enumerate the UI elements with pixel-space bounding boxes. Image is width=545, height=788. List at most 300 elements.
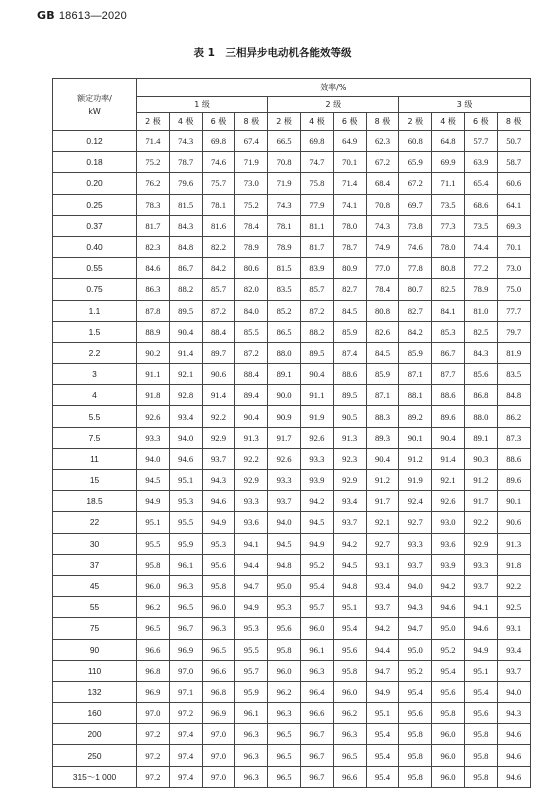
efficiency-cell: 89.2 bbox=[399, 406, 432, 427]
efficiency-cell: 67.2 bbox=[399, 173, 432, 194]
rated-power-cell: 4 bbox=[53, 385, 137, 406]
efficiency-cell: 95.1 bbox=[366, 703, 399, 724]
grade-header: 3 级 bbox=[399, 97, 530, 113]
efficiency-cell: 90.5 bbox=[333, 406, 366, 427]
efficiency-cell: 93.4 bbox=[333, 491, 366, 512]
efficiency-cell: 73.5 bbox=[432, 194, 465, 215]
efficiency-cell: 94.9 bbox=[464, 639, 497, 660]
efficiency-cell: 97.0 bbox=[169, 660, 202, 681]
efficiency-cell: 69.8 bbox=[202, 131, 235, 152]
efficiency-cell: 88.2 bbox=[169, 279, 202, 300]
efficiency-cell: 95.4 bbox=[399, 681, 432, 702]
pole-header: 4 极 bbox=[432, 113, 465, 131]
efficiency-cell: 94.6 bbox=[169, 448, 202, 469]
efficiency-cell: 70.1 bbox=[333, 152, 366, 173]
table-row bbox=[53, 512, 531, 533]
efficiency-cell: 96.6 bbox=[202, 660, 235, 681]
efficiency-cell: 73.0 bbox=[235, 173, 268, 194]
efficiency-cell: 89.1 bbox=[268, 364, 301, 385]
efficiency-cell: 90.4 bbox=[366, 448, 399, 469]
efficiency-cell: 80.8 bbox=[432, 258, 465, 279]
efficiency-cell: 96.1 bbox=[300, 639, 333, 660]
efficiency-cell: 50.7 bbox=[497, 131, 530, 152]
pole-header: 8 极 bbox=[366, 113, 399, 131]
efficiency-cell: 94.2 bbox=[333, 533, 366, 554]
rated-power-cell: 160 bbox=[53, 703, 137, 724]
efficiency-cell: 96.0 bbox=[432, 724, 465, 745]
efficiency-table bbox=[52, 78, 531, 788]
efficiency-cell: 82.5 bbox=[432, 279, 465, 300]
efficiency-cell: 92.1 bbox=[169, 364, 202, 385]
efficiency-cell: 95.3 bbox=[235, 618, 268, 639]
efficiency-cell: 92.5 bbox=[497, 597, 530, 618]
efficiency-cell: 70.8 bbox=[366, 194, 399, 215]
efficiency-cell: 81.5 bbox=[169, 194, 202, 215]
efficiency-cell: 93.4 bbox=[366, 575, 399, 596]
efficiency-cell: 75.8 bbox=[300, 173, 333, 194]
rated-power-label-line2: kW bbox=[88, 106, 101, 116]
efficiency-cell: 95.4 bbox=[300, 575, 333, 596]
efficiency-cell: 78.3 bbox=[137, 194, 170, 215]
table-row bbox=[53, 258, 531, 279]
efficiency-cell: 91.1 bbox=[300, 385, 333, 406]
efficiency-cell: 91.3 bbox=[497, 533, 530, 554]
efficiency-cell: 94.0 bbox=[169, 427, 202, 448]
efficiency-cell: 88.4 bbox=[202, 321, 235, 342]
efficiency-cell: 94.3 bbox=[399, 597, 432, 618]
rated-power-cell: 0.12 bbox=[53, 131, 137, 152]
efficiency-cell: 93.7 bbox=[333, 512, 366, 533]
efficiency-cell: 94.5 bbox=[333, 554, 366, 575]
efficiency-cell: 95.8 bbox=[464, 724, 497, 745]
efficiency-cell: 94.7 bbox=[366, 660, 399, 681]
rated-power-cell: 75 bbox=[53, 618, 137, 639]
efficiency-cell: 84.8 bbox=[169, 236, 202, 257]
efficiency-cell: 95.4 bbox=[366, 745, 399, 766]
rated-power-cell: 2.2 bbox=[53, 342, 137, 363]
efficiency-cell: 95.4 bbox=[464, 681, 497, 702]
efficiency-cell: 92.8 bbox=[169, 385, 202, 406]
efficiency-cell: 94.4 bbox=[366, 639, 399, 660]
efficiency-cell: 82.6 bbox=[366, 321, 399, 342]
rated-power-cell: 30 bbox=[53, 533, 137, 554]
efficiency-cell: 74.6 bbox=[202, 152, 235, 173]
efficiency-cell: 83.5 bbox=[268, 279, 301, 300]
efficiency-cell: 73.0 bbox=[497, 258, 530, 279]
efficiency-cell: 97.2 bbox=[137, 724, 170, 745]
efficiency-cell: 85.7 bbox=[202, 279, 235, 300]
efficiency-cell: 93.4 bbox=[497, 639, 530, 660]
rated-power-cell: 37 bbox=[53, 554, 137, 575]
efficiency-cell: 90.0 bbox=[268, 385, 301, 406]
efficiency-cell: 85.9 bbox=[399, 342, 432, 363]
efficiency-cell: 69.3 bbox=[497, 215, 530, 236]
efficiency-cell: 78.4 bbox=[235, 215, 268, 236]
efficiency-cell: 90.4 bbox=[235, 406, 268, 427]
rated-power-cell: 45 bbox=[53, 575, 137, 596]
efficiency-cell: 96.6 bbox=[300, 703, 333, 724]
efficiency-cell: 67.4 bbox=[235, 131, 268, 152]
efficiency-cell: 78.9 bbox=[268, 236, 301, 257]
efficiency-cell: 87.8 bbox=[137, 300, 170, 321]
efficiency-cell: 78.4 bbox=[366, 279, 399, 300]
efficiency-cell: 92.1 bbox=[366, 512, 399, 533]
efficiency-cell: 58.7 bbox=[497, 152, 530, 173]
efficiency-cell: 96.5 bbox=[268, 745, 301, 766]
efficiency-cell: 90.6 bbox=[497, 512, 530, 533]
efficiency-cell: 93.1 bbox=[366, 554, 399, 575]
efficiency-cell: 95.5 bbox=[169, 512, 202, 533]
rated-power-header bbox=[53, 79, 137, 131]
efficiency-cell: 95.8 bbox=[137, 554, 170, 575]
efficiency-cell: 84.5 bbox=[333, 300, 366, 321]
rated-power-cell: 315～1 000 bbox=[53, 766, 137, 787]
efficiency-cell: 85.3 bbox=[432, 321, 465, 342]
efficiency-cell: 95.8 bbox=[202, 575, 235, 596]
efficiency-cell: 89.6 bbox=[432, 406, 465, 427]
efficiency-cell: 92.9 bbox=[333, 470, 366, 491]
table-row bbox=[53, 321, 531, 342]
efficiency-cell: 89.3 bbox=[366, 427, 399, 448]
efficiency-cell: 93.3 bbox=[268, 470, 301, 491]
efficiency-cell: 84.5 bbox=[366, 342, 399, 363]
efficiency-cell: 92.2 bbox=[202, 406, 235, 427]
efficiency-cell: 81.6 bbox=[202, 215, 235, 236]
efficiency-cell: 94.9 bbox=[202, 512, 235, 533]
efficiency-cell: 94.5 bbox=[268, 533, 301, 554]
efficiency-cell: 96.9 bbox=[169, 639, 202, 660]
efficiency-cell: 95.8 bbox=[399, 724, 432, 745]
efficiency-cell: 96.3 bbox=[202, 618, 235, 639]
efficiency-cell: 96.9 bbox=[202, 703, 235, 724]
page-header bbox=[37, 9, 127, 22]
efficiency-cell: 94.6 bbox=[202, 491, 235, 512]
efficiency-cell: 81.9 bbox=[497, 342, 530, 363]
efficiency-cell: 92.2 bbox=[235, 448, 268, 469]
efficiency-cell: 75.0 bbox=[497, 279, 530, 300]
efficiency-cell: 94.9 bbox=[366, 681, 399, 702]
efficiency-cell: 65.4 bbox=[464, 173, 497, 194]
efficiency-cell: 97.0 bbox=[137, 703, 170, 724]
efficiency-cell: 79.6 bbox=[169, 173, 202, 194]
efficiency-cell: 91.4 bbox=[202, 385, 235, 406]
rated-power-cell: 15 bbox=[53, 470, 137, 491]
efficiency-cell: 81.5 bbox=[268, 258, 301, 279]
efficiency-cell: 91.2 bbox=[399, 448, 432, 469]
efficiency-cell: 71.1 bbox=[432, 173, 465, 194]
efficiency-cell: 94.6 bbox=[497, 745, 530, 766]
efficiency-cell: 87.2 bbox=[300, 300, 333, 321]
efficiency-cell: 92.4 bbox=[399, 491, 432, 512]
efficiency-cell: 94.1 bbox=[464, 597, 497, 618]
efficiency-cell: 92.1 bbox=[432, 470, 465, 491]
efficiency-cell: 82.0 bbox=[235, 279, 268, 300]
efficiency-cell: 93.4 bbox=[169, 406, 202, 427]
efficiency-cell: 96.0 bbox=[202, 597, 235, 618]
efficiency-cell: 96.7 bbox=[169, 618, 202, 639]
efficiency-cell: 91.3 bbox=[235, 427, 268, 448]
efficiency-cell: 82.5 bbox=[464, 321, 497, 342]
efficiency-cell: 77.2 bbox=[464, 258, 497, 279]
rated-power-cell: 0.37 bbox=[53, 215, 137, 236]
efficiency-cell: 74.6 bbox=[399, 236, 432, 257]
pole-header: 8 极 bbox=[497, 113, 530, 131]
efficiency-cell: 85.9 bbox=[333, 321, 366, 342]
rated-power-cell: 0.18 bbox=[53, 152, 137, 173]
efficiency-cell: 96.5 bbox=[268, 724, 301, 745]
efficiency-cell: 78.0 bbox=[432, 236, 465, 257]
rated-power-cell: 110 bbox=[53, 660, 137, 681]
efficiency-cell: 91.2 bbox=[464, 470, 497, 491]
rated-power-cell: 0.40 bbox=[53, 236, 137, 257]
efficiency-cell: 93.7 bbox=[399, 554, 432, 575]
efficiency-cell: 94.9 bbox=[235, 597, 268, 618]
pole-header: 2 极 bbox=[137, 113, 170, 131]
rated-power-cell: 250 bbox=[53, 745, 137, 766]
table-body bbox=[53, 131, 531, 788]
efficiency-cell: 93.7 bbox=[268, 491, 301, 512]
efficiency-cell: 96.7 bbox=[300, 745, 333, 766]
efficiency-cell: 94.6 bbox=[432, 597, 465, 618]
efficiency-cell: 91.7 bbox=[366, 491, 399, 512]
efficiency-cell: 74.1 bbox=[333, 194, 366, 215]
efficiency-cell: 95.7 bbox=[300, 597, 333, 618]
efficiency-cell: 85.7 bbox=[300, 279, 333, 300]
efficiency-cell: 96.0 bbox=[268, 660, 301, 681]
efficiency-cell: 81.7 bbox=[137, 215, 170, 236]
efficiency-cell: 94.6 bbox=[464, 618, 497, 639]
efficiency-cell: 95.2 bbox=[300, 554, 333, 575]
efficiency-cell: 74.4 bbox=[464, 236, 497, 257]
efficiency-cell: 87.2 bbox=[202, 300, 235, 321]
efficiency-cell: 83.9 bbox=[300, 258, 333, 279]
efficiency-cell: 92.6 bbox=[432, 491, 465, 512]
efficiency-cell: 95.8 bbox=[399, 745, 432, 766]
efficiency-cell: 71.9 bbox=[235, 152, 268, 173]
efficiency-cell: 84.3 bbox=[169, 215, 202, 236]
efficiency-cell: 94.2 bbox=[300, 491, 333, 512]
efficiency-cell: 68.6 bbox=[464, 194, 497, 215]
efficiency-cell: 91.2 bbox=[366, 470, 399, 491]
efficiency-cell: 93.3 bbox=[235, 491, 268, 512]
efficiency-cell: 95.1 bbox=[464, 660, 497, 681]
efficiency-cell: 96.8 bbox=[137, 660, 170, 681]
efficiency-cell: 90.1 bbox=[399, 427, 432, 448]
efficiency-cell: 95.3 bbox=[169, 491, 202, 512]
efficiency-cell: 92.6 bbox=[268, 448, 301, 469]
efficiency-cell: 80.7 bbox=[399, 279, 432, 300]
efficiency-cell: 74.3 bbox=[366, 215, 399, 236]
efficiency-cell: 90.1 bbox=[497, 491, 530, 512]
efficiency-cell: 95.8 bbox=[399, 766, 432, 787]
efficiency-cell: 94.0 bbox=[137, 448, 170, 469]
efficiency-cell: 95.6 bbox=[399, 703, 432, 724]
rated-power-cell: 90 bbox=[53, 639, 137, 660]
table-row bbox=[53, 448, 531, 469]
efficiency-cell: 83.5 bbox=[497, 364, 530, 385]
efficiency-cell: 91.9 bbox=[399, 470, 432, 491]
efficiency-cell: 96.2 bbox=[137, 597, 170, 618]
efficiency-cell: 91.4 bbox=[169, 342, 202, 363]
efficiency-cell: 96.0 bbox=[300, 618, 333, 639]
efficiency-cell: 84.8 bbox=[497, 385, 530, 406]
efficiency-cell: 92.9 bbox=[464, 533, 497, 554]
pole-header: 2 极 bbox=[268, 113, 301, 131]
efficiency-cell: 90.9 bbox=[268, 406, 301, 427]
efficiency-cell: 97.2 bbox=[169, 703, 202, 724]
efficiency-cell: 86.7 bbox=[169, 258, 202, 279]
efficiency-cell: 95.1 bbox=[137, 512, 170, 533]
efficiency-cell: 92.6 bbox=[137, 406, 170, 427]
efficiency-cell: 70.8 bbox=[268, 152, 301, 173]
efficiency-cell: 95.4 bbox=[432, 660, 465, 681]
efficiency-cell: 96.6 bbox=[137, 639, 170, 660]
efficiency-cell: 90.4 bbox=[169, 321, 202, 342]
efficiency-cell: 96.5 bbox=[202, 639, 235, 660]
efficiency-cell: 88.3 bbox=[366, 406, 399, 427]
efficiency-cell: 64.1 bbox=[497, 194, 530, 215]
efficiency-cell: 94.6 bbox=[497, 724, 530, 745]
efficiency-cell: 71.4 bbox=[333, 173, 366, 194]
efficiency-cell: 91.7 bbox=[464, 491, 497, 512]
efficiency-cell: 87.4 bbox=[333, 342, 366, 363]
efficiency-cell: 88.2 bbox=[300, 321, 333, 342]
efficiency-cell: 93.3 bbox=[137, 427, 170, 448]
efficiency-cell: 89.5 bbox=[169, 300, 202, 321]
efficiency-cell: 96.9 bbox=[137, 681, 170, 702]
efficiency-cell: 96.3 bbox=[235, 745, 268, 766]
efficiency-cell: 90.6 bbox=[202, 364, 235, 385]
efficiency-cell: 95.2 bbox=[399, 660, 432, 681]
efficiency-cell: 94.1 bbox=[235, 533, 268, 554]
efficiency-cell: 95.6 bbox=[464, 703, 497, 724]
table-row bbox=[53, 173, 531, 194]
efficiency-cell: 69.9 bbox=[432, 152, 465, 173]
efficiency-cell: 95.6 bbox=[432, 681, 465, 702]
table-row bbox=[53, 342, 531, 363]
efficiency-cell: 97.2 bbox=[137, 766, 170, 787]
efficiency-cell: 85.2 bbox=[268, 300, 301, 321]
efficiency-cell: 93.9 bbox=[432, 554, 465, 575]
efficiency-cell: 95.8 bbox=[464, 745, 497, 766]
efficiency-cell: 90.4 bbox=[300, 364, 333, 385]
efficiency-cell: 96.2 bbox=[268, 681, 301, 702]
efficiency-cell: 96.3 bbox=[169, 575, 202, 596]
efficiency-cell: 69.8 bbox=[300, 131, 333, 152]
efficiency-cell: 94.7 bbox=[399, 618, 432, 639]
efficiency-cell: 81.0 bbox=[464, 300, 497, 321]
efficiency-cell: 84.3 bbox=[464, 342, 497, 363]
efficiency-cell: 96.3 bbox=[235, 766, 268, 787]
efficiency-cell: 92.3 bbox=[333, 448, 366, 469]
efficiency-cell: 96.5 bbox=[137, 618, 170, 639]
table-row bbox=[53, 470, 531, 491]
efficiency-cell: 88.4 bbox=[235, 364, 268, 385]
efficiency-cell: 91.4 bbox=[432, 448, 465, 469]
efficiency-cell: 94.5 bbox=[300, 512, 333, 533]
efficiency-cell: 74.7 bbox=[300, 152, 333, 173]
efficiency-cell: 94.9 bbox=[137, 491, 170, 512]
efficiency-cell: 95.0 bbox=[432, 618, 465, 639]
efficiency-cell: 94.0 bbox=[399, 575, 432, 596]
rated-power-cell: 1.1 bbox=[53, 300, 137, 321]
efficiency-cell: 96.0 bbox=[137, 575, 170, 596]
efficiency-cell: 68.4 bbox=[366, 173, 399, 194]
efficiency-cell: 64.8 bbox=[432, 131, 465, 152]
efficiency-cell: 89.4 bbox=[235, 385, 268, 406]
efficiency-cell: 94.6 bbox=[497, 766, 530, 787]
efficiency-cell: 82.2 bbox=[202, 236, 235, 257]
efficiency-cell: 77.8 bbox=[399, 258, 432, 279]
efficiency-cell: 79.7 bbox=[497, 321, 530, 342]
efficiency-cell: 78.1 bbox=[268, 215, 301, 236]
efficiency-cell: 95.7 bbox=[235, 660, 268, 681]
rated-power-cell: 1.5 bbox=[53, 321, 137, 342]
efficiency-cell: 80.8 bbox=[366, 300, 399, 321]
efficiency-cell: 86.8 bbox=[464, 385, 497, 406]
efficiency-cell: 93.1 bbox=[497, 618, 530, 639]
efficiency-cell: 93.7 bbox=[202, 448, 235, 469]
efficiency-cell: 67.2 bbox=[366, 152, 399, 173]
efficiency-cell: 96.3 bbox=[333, 724, 366, 745]
efficiency-cell: 84.2 bbox=[399, 321, 432, 342]
efficiency-cell: 96.5 bbox=[333, 745, 366, 766]
efficiency-cell: 78.9 bbox=[235, 236, 268, 257]
efficiency-cell: 95.8 bbox=[268, 639, 301, 660]
efficiency-cell: 93.3 bbox=[300, 448, 333, 469]
efficiency-cell: 87.7 bbox=[432, 364, 465, 385]
pole-header: 6 极 bbox=[464, 113, 497, 131]
efficiency-cell: 95.4 bbox=[366, 724, 399, 745]
efficiency-cell: 94.4 bbox=[235, 554, 268, 575]
pole-header: 2 极 bbox=[399, 113, 432, 131]
efficiency-cell: 91.1 bbox=[137, 364, 170, 385]
table-row bbox=[53, 597, 531, 618]
efficiency-cell: 86.5 bbox=[268, 321, 301, 342]
efficiency-cell: 78.0 bbox=[333, 215, 366, 236]
efficiency-cell: 92.2 bbox=[464, 512, 497, 533]
efficiency-cell: 92.7 bbox=[366, 533, 399, 554]
standard-prefix: GB bbox=[37, 9, 55, 22]
table-row bbox=[53, 194, 531, 215]
efficiency-cell: 96.6 bbox=[333, 766, 366, 787]
efficiency-cell: 96.7 bbox=[300, 724, 333, 745]
efficiency-cell: 95.8 bbox=[432, 703, 465, 724]
efficiency-cell: 76.2 bbox=[137, 173, 170, 194]
efficiency-cell: 91.7 bbox=[268, 427, 301, 448]
efficiency-cell: 94.8 bbox=[268, 554, 301, 575]
efficiency-cell: 86.2 bbox=[497, 406, 530, 427]
efficiency-cell: 87.3 bbox=[497, 427, 530, 448]
table-row bbox=[53, 554, 531, 575]
efficiency-cell: 93.7 bbox=[464, 575, 497, 596]
efficiency-cell: 88.6 bbox=[497, 448, 530, 469]
efficiency-cell: 96.3 bbox=[235, 724, 268, 745]
pole-header: 4 极 bbox=[169, 113, 202, 131]
efficiency-cell: 96.8 bbox=[202, 681, 235, 702]
table-row bbox=[53, 427, 531, 448]
efficiency-cell: 70.1 bbox=[497, 236, 530, 257]
efficiency-cell: 92.6 bbox=[300, 427, 333, 448]
efficiency-cell: 81.1 bbox=[300, 215, 333, 236]
efficiency-cell: 93.6 bbox=[432, 533, 465, 554]
table-row bbox=[53, 639, 531, 660]
efficiency-cell: 95.3 bbox=[202, 533, 235, 554]
efficiency-cell: 88.0 bbox=[464, 406, 497, 427]
efficiency-cell: 97.2 bbox=[137, 745, 170, 766]
efficiency-cell: 96.1 bbox=[235, 703, 268, 724]
efficiency-cell: 88.6 bbox=[432, 385, 465, 406]
